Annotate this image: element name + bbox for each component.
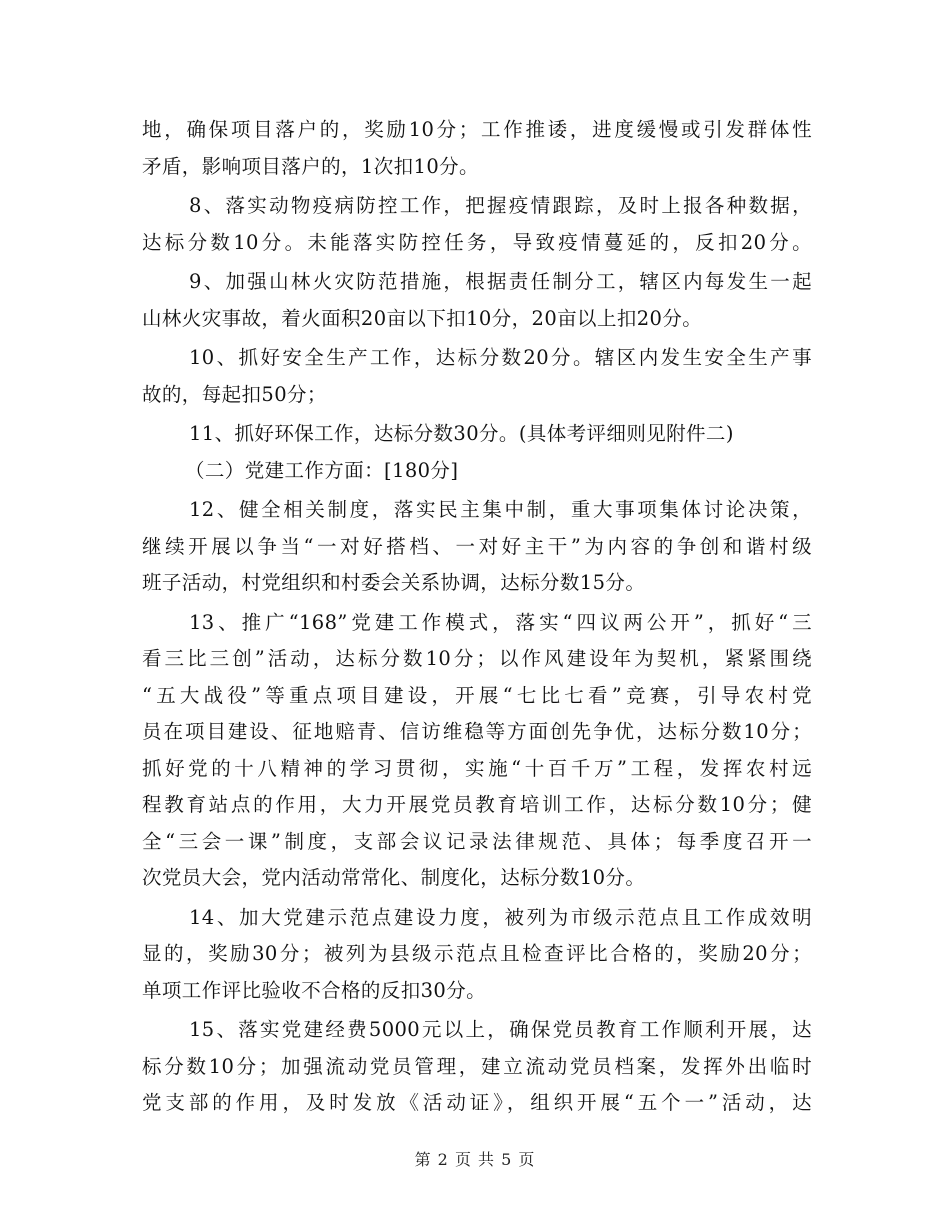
page-number-footer: 第 2 页 共 5 页 — [414, 1150, 536, 1169]
section-heading: （二）党建工作方面：[180分] — [185, 458, 459, 482]
paragraph-item-15: 15、落实党建经费5000元以上，确保党员教育工作顺利开展，达 — [189, 1018, 812, 1041]
paragraph-item-11: 11、抓好环保工作，达标分数30分。(具体考评细则见附件二) — [189, 422, 734, 445]
paragraph-item-14: 14、加大党建示范点建设力度，被列为市级示范点且工作成效明 — [189, 905, 812, 929]
text-line: 全“三会一课”制度，支部会议记录法律规范、具体；每季度召开一 — [142, 829, 812, 853]
paragraph-item-9: 9、加强山林火灾防范措施，根据责任制分工，辖区内每发生一起 — [189, 270, 812, 293]
text-line: 山林火灾事故，着火面积20亩以下扣10分，20亩以上扣20分。 — [142, 306, 703, 330]
text-line: 单项工作评比验收不合格的反扣30分。 — [142, 978, 487, 1002]
text-line: 地，确保项目落户的，奖励10分；工作推诿，进度缓慢或引发群体性 — [142, 118, 812, 141]
text-line: 显的，奖励30分；被列为县级示范点且检查评比合格的，奖励20分； — [142, 942, 812, 965]
paragraph-item-8: 8、落实动物疫病防控工作，把握疫情跟踪，及时上报各种数据， — [189, 194, 812, 217]
text-line: “五大战役”等重点项目建设，开展“七比七看”竞赛，引导农村党 — [142, 683, 812, 707]
text-line: 继续开展以争当“一对好搭档、一对好主干”为内容的争创和谐村级 — [142, 534, 812, 558]
text-line: 抓好党的十八精神的学习贯彻，实施“十百千万”工程，发挥农村远 — [142, 756, 812, 780]
paragraph-item-13: 13、推广“168”党建工作模式，落实“四议两公开”，抓好“三 — [189, 610, 812, 634]
paragraph-item-10: 10、抓好安全生产工作，达标分数20分。辖区内发生安全生产事 — [189, 346, 812, 369]
text-line: 员在项目建设、征地赔青、信访维稳等方面创先争优，达标分数10分； — [142, 720, 812, 743]
text-line: 次党员大会，党内活动常常化、制度化，达标分数10分。 — [142, 866, 646, 889]
text-line: 班子活动，村党组织和村委会关系协调，达标分数15分。 — [142, 571, 646, 594]
paragraph-item-12: 12、健全相关制度，落实民主集中制，重大事项集体讨论决策， — [189, 498, 812, 521]
document-body — [142, 112, 812, 1122]
text-line: 党支部的作用，及时发放《活动证》，组织开展“五个一”活动，达 — [142, 1091, 812, 1114]
text-line: 故的，每起扣50分； — [142, 382, 327, 406]
text-line: 矛盾，影响项目落户的，1次扣10分。 — [142, 154, 479, 178]
text-line: 程教育站点的作用，大力开展党员教育培训工作，达标分数10分；健 — [142, 793, 812, 816]
text-line: 看三比三创”活动，达标分数10分；以作风建设年为契机，紧紧围绕 — [142, 647, 812, 670]
text-line: 标分数10分；加强流动党员管理，建立流动党员档案，发挥外出临时 — [142, 1054, 812, 1078]
text-line: 达标分数10分。未能落实防控任务，导致疫情蔓延的，反扣20分。 — [142, 230, 812, 254]
